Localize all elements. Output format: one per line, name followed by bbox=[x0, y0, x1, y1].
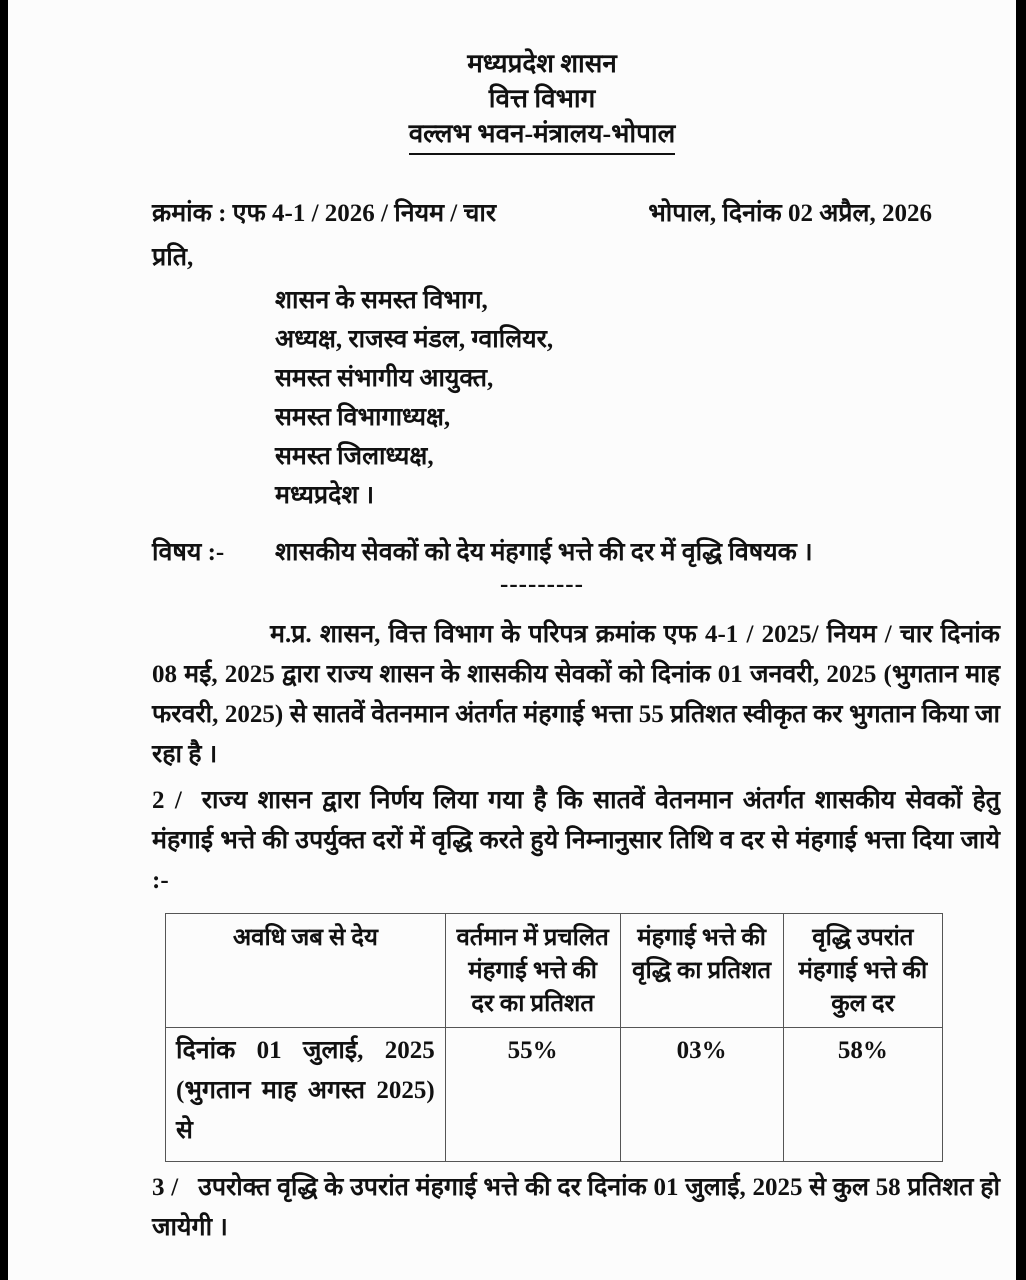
addressee-item: मध्यप्रदेश । bbox=[275, 482, 375, 509]
reference-number: क्रमांक : एफ 4-1 / 2026 / नियम / चार bbox=[152, 200, 497, 227]
table-header-current-rate: वर्तमान में प्रचलित मंहगाई भत्ते की दर का प्रतिशत bbox=[445, 914, 620, 1028]
letterhead-government: मध्यप्रदेश शासन bbox=[467, 49, 617, 78]
addressee-item: शासन के समस्त विभाग, bbox=[275, 287, 488, 314]
table-cell-increase: 03% bbox=[620, 1028, 783, 1162]
letterhead-address: वल्लभ भवन-मंत्रालय-भोपाल bbox=[409, 116, 676, 155]
table-header-period: अवधि जब से देय bbox=[166, 914, 446, 1028]
letterhead bbox=[152, 46, 932, 155]
subject-row bbox=[152, 535, 1000, 571]
paragraph-3-number: 3 / bbox=[152, 1174, 179, 1201]
subject-label: विषय :- bbox=[152, 539, 225, 566]
paragraph-1: म.प्र. शासन, वित्त विभाग के परिपत्र क्रमांक एफ 4-1 / 2025/ नियम / चार दिनांक 08 मई, 2025 द्वारा राज्य शासन के शासकीय सेवकों को दिनांक 01 जनवरी, 2025 (भुगतान माह फरवरी, 2025) से सातवें वेतनमान अंतर्गत मंहगाई भत्ता 55 प्रतिशत स्वीकृत कर भुगतान किया जा रहा है । bbox=[152, 621, 1000, 768]
subject-text: शासकीय सेवकों को देय मंहगाई भत्ते की दर में वृद्धि विषयक । bbox=[275, 539, 813, 566]
separator-dashes: --------- bbox=[500, 571, 584, 598]
paragraph-2 bbox=[152, 781, 1000, 901]
to-label: प्रति, bbox=[152, 244, 194, 271]
letterhead-department: वित्त विभाग bbox=[488, 84, 596, 113]
addressee-item: समस्त जिलाध्यक्ष, bbox=[275, 443, 434, 470]
place-and-date: भोपाल, दिनांक 02 अप्रैल, 2026 bbox=[648, 200, 932, 227]
addressee-item: समस्त विभागाध्यक्ष, bbox=[275, 404, 451, 431]
addressee-item: समस्त संभागीय आयुक्त, bbox=[275, 365, 494, 392]
table-header-increase: मंहगाई भत्ते की वृद्धि का प्रतिशत bbox=[620, 914, 783, 1028]
addressee-item: अध्यक्ष, राजस्व मंडल, ग्वालियर, bbox=[275, 326, 554, 353]
table-header-row bbox=[166, 914, 943, 1028]
paragraph-2-number: 2 / bbox=[152, 787, 182, 814]
table-row bbox=[166, 1028, 943, 1162]
paragraph-3 bbox=[152, 1168, 1000, 1248]
table-cell-current-rate: 55% bbox=[445, 1028, 620, 1162]
letter-body bbox=[152, 0, 1000, 1248]
da-rate-table bbox=[165, 913, 943, 1162]
paragraph-3-text: उपरोक्त वृद्धि के उपरांत मंहगाई भत्ते की दर दिनांक 01 जुलाई, 2025 से कुल 58 प्रतिशत हो जायेगी । bbox=[152, 1174, 1000, 1241]
reference-row bbox=[152, 197, 932, 231]
addressee-list bbox=[275, 281, 1000, 515]
table-cell-period: दिनांक 01 जुलाई, 2025 (भुगतान माह अगस्त 2025) से bbox=[166, 1028, 446, 1162]
photo-edge-right bbox=[1016, 0, 1026, 1280]
paragraph-2-text: राज्य शासन द्वारा निर्णय लिया गया है कि सातवें वेतनमान अंतर्गत शासकीय सेवकों हेतु मंहगाई भत्ते की उपर्युक्त दरों में वृद्धि करते हुये निम्नानुसार तिथि व दर से मंहगाई भत्ता दिया जाये :- bbox=[152, 787, 1000, 894]
photo-edge-left bbox=[0, 0, 8, 1280]
table-header-total-rate: वृद्धि उपरांत मंहगाई भत्ते की कुल दर bbox=[783, 914, 942, 1028]
table-cell-total-rate: 58% bbox=[783, 1028, 942, 1162]
